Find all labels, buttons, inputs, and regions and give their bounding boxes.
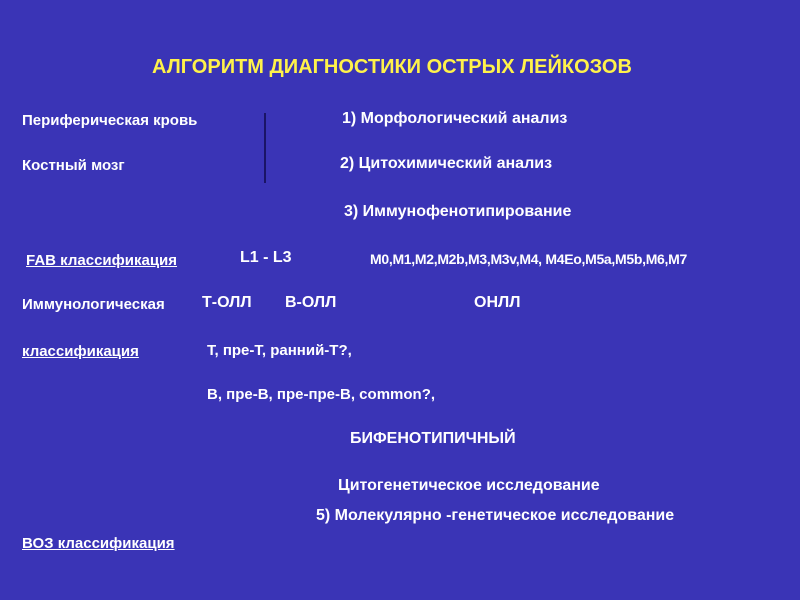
method-morphology: 1) Морфологический анализ [342,110,568,127]
label-bone-marrow: Костный мозг [22,157,125,174]
method-cytogenetics: Цитогенетическое исследование [338,477,600,494]
label-who-classification: ВОЗ классификация [22,535,175,552]
fab-lymphoblastic: L1 - L3 [240,249,292,266]
label-fab-classification: FAB классификация [26,252,178,269]
method-molecular-genetics: 5) Молекулярно -генетическое исследование [316,507,675,524]
immuno-b-all: В-ОЛЛ [285,294,337,311]
immuno-biphenotypic: БИФЕНОТИПИЧНЫЙ [350,430,516,447]
method-cytochemistry: 2) Цитохимический анализ [340,155,553,172]
label-peripheral-blood: Периферическая кровь [22,112,198,129]
slide-title: АЛГОРИТМ ДИАГНОСТИКИ ОСТРЫХ ЛЕЙКОЗОВ [152,56,632,78]
label-immunological-1: Иммунологическая [22,296,165,313]
immuno-t-subtypes: T, пре-T, ранний-Т?, [207,342,352,359]
fab-myeloid: M0,M1,M2,M2b,M3,M3v,M4, M4Eo,M5a,M5b,M6,M7 [370,251,687,267]
divider-line [264,113,266,183]
label-immunological-2: классификация [22,343,139,360]
immuno-onll: ОНЛЛ [474,294,521,311]
immuno-b-subtypes: B, пре-В, пре-пре-В, common?, [207,386,436,403]
method-immunophenotyping: 3) Иммунофенотипирование [344,203,572,220]
immuno-t-all: Т-ОЛЛ [202,294,252,311]
